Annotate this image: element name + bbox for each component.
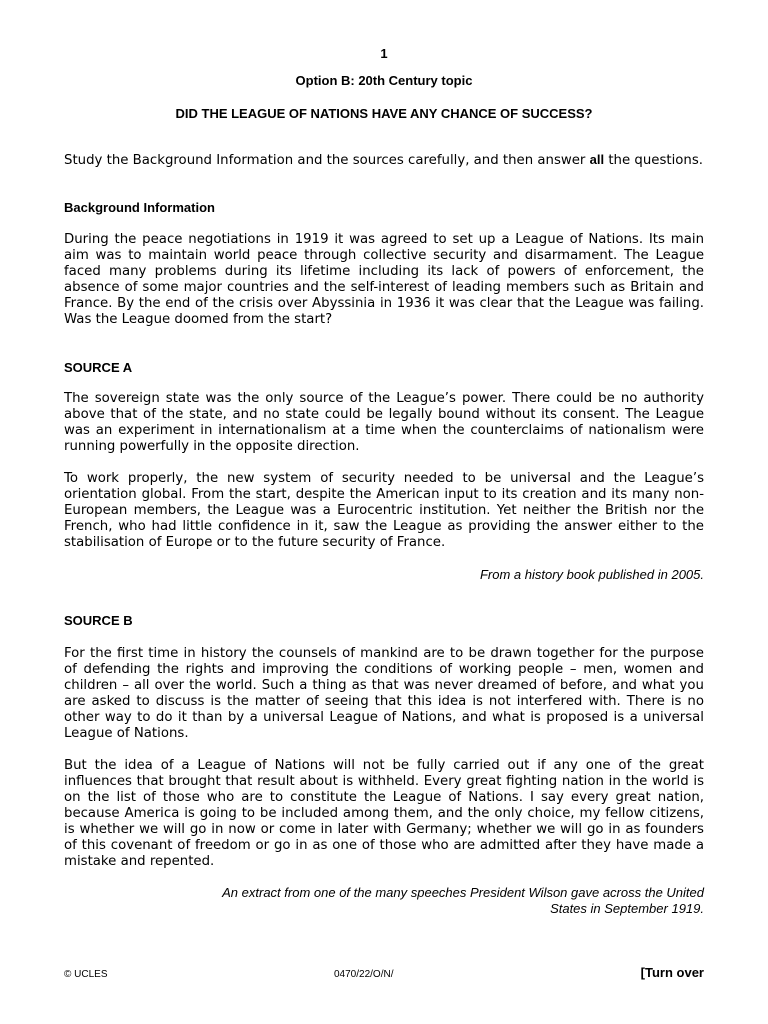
source-b-heading: SOURCE B: [64, 613, 133, 628]
background-heading: Background Information: [64, 200, 215, 215]
page-number: 1: [380, 46, 388, 61]
footer-paper-code: 0470/22/O/N/: [334, 969, 394, 980]
turn-over-label: [Turn over: [640, 965, 704, 980]
source-a-paragraph-2: To work properly, the new system of security needed to be universal and the League’s orientation global. From the start, despite the American input to its creation and its many non-European members, the League was a Eurocentric institution. Yet neither the British nor the French, who had little confidence in it, saw the League as providing the answer either to the stabilisation of Europe or to the future security of France.: [64, 471, 704, 550]
instructions-emphasis: all: [589, 152, 605, 167]
instructions: [64, 152, 704, 169]
exam-page: [64, 0, 704, 1024]
source-b-paragraph-2: But the idea of a League of Nations will not be fully carried out if any one of the great influences that brought that result about is withheld. Every great fighting nation in the world is on the list of those who are to constitute the League of Nations. I say every great nation, because America is going to be included among them, and the only choice, my fellow citizens, is whether we will go in now or come in later with Germany; whether we will go in as founders of this covenant of freedom or go in as one of those who are admitted after they have made a mistake and repented.: [64, 758, 704, 869]
instructions-after: the questions.: [608, 153, 703, 168]
source-b-citation: [64, 885, 704, 917]
source-b-citation-line-1: An extract from one of the many speeches President Wilson gave across the United: [222, 885, 704, 900]
source-a-paragraph-1: The sovereign state was the only source of the League’s power. There could be no authority above that of the state, and no state could be legally bound without its consent. The League was an experiment in internationalism at a time when the counterclaims of nationalism were running powerfully in the opposite direction.: [64, 391, 704, 454]
source-b-citation-line-2: States in September 1919.: [550, 901, 704, 916]
option-title: Option B: 20th Century topic: [295, 73, 473, 88]
source-a-heading: SOURCE A: [64, 360, 133, 375]
source-b-paragraph-1: For the first time in history the counsels of mankind are to be drawn together for the purpose of defending the rights and improving the conditions of working people – men, women and children – all over the world. Such a thing as that was never dreamed of before, and what you are asked to discuss is the matter of seeing that this idea is not interfered with. There is no other way to do it than by a universal League of Nations, and what is proposed is a universal League of Nations.: [64, 646, 704, 741]
instructions-before: Study the Background Information and the sources carefully, and then answer: [64, 153, 586, 168]
source-a-citation: From a history book published in 2005.: [479, 567, 704, 582]
background-text: During the peace negotiations in 1919 it was agreed to set up a League of Nations. Its main aim was to maintain world peace through collective security and disarmament. The League faced many problems during its lifetime including its lack of powers of enforcement, the absence of some major countries and the self-interest of leading members such as Britain and France. By the end of the crisis over Abyssinia in 1936 it was clear that the League was failing. Was the League doomed from the start?: [64, 232, 704, 327]
footer-copyright: © UCLES: [64, 969, 108, 980]
question-title: DID THE LEAGUE OF NATIONS HAVE ANY CHANCE OF SUCCESS?: [175, 106, 593, 121]
